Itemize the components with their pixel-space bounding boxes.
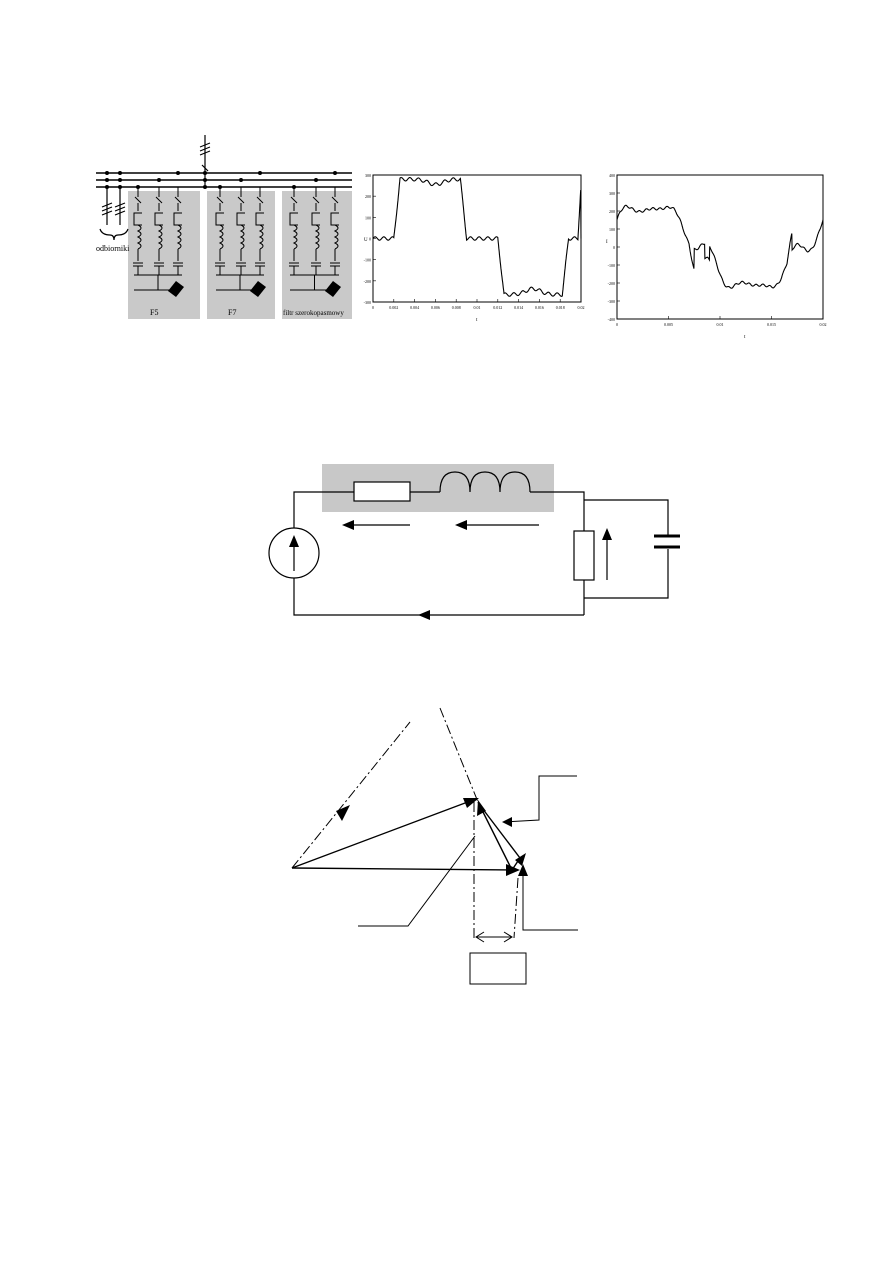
leader-left: [358, 836, 475, 926]
tick-label: 0.02: [577, 305, 585, 310]
circuit-diagram: [260, 455, 680, 630]
tick-label: 0.008: [451, 305, 461, 310]
tick-label: 300: [609, 191, 615, 196]
tick-label: 0.004: [410, 305, 420, 310]
voltage-waveform: [373, 178, 581, 297]
tick-label: 300: [365, 173, 371, 178]
tick-label: 0.014: [514, 305, 524, 310]
tick-label: 0.01: [716, 322, 724, 327]
filter-label-f7: F7: [228, 308, 237, 317]
line-resistor: [354, 482, 410, 501]
tick-label: 0.018: [555, 305, 565, 310]
tick-label: 0: [616, 322, 618, 327]
label-box: [470, 953, 526, 984]
tick-label: -100: [607, 263, 615, 268]
tick-label: 200: [609, 209, 615, 214]
voltage-x-label: t: [476, 318, 478, 323]
current-x-label: t: [744, 335, 746, 340]
phasor-load: [292, 868, 512, 870]
tick-label: -400: [607, 317, 615, 322]
filter-label-f5: F5: [150, 308, 159, 317]
voltage-x-ticks: [372, 299, 585, 310]
voltage-y-label: U: [364, 238, 368, 243]
tick-label: 0.002: [389, 305, 399, 310]
leader-lower: [523, 868, 578, 930]
tick-label: 100: [365, 215, 371, 221]
tick-label: 0: [372, 305, 374, 310]
load-capacitor: [654, 536, 680, 547]
filter-block-f5: [128, 191, 200, 319]
tick-label: 0.02: [819, 322, 827, 327]
voltage-arrows: [352, 525, 607, 580]
tick-label: -100: [363, 257, 371, 263]
leader-upper: [504, 776, 577, 822]
tick-label: 0.015: [767, 322, 776, 327]
tick-label: 0.005: [664, 322, 673, 327]
filter-block-broadband: [282, 191, 352, 319]
projection-line: [440, 708, 478, 802]
tick-label: -200: [607, 281, 615, 286]
phasor-reactive-drop: [479, 804, 520, 858]
tick-label: 100: [609, 227, 615, 232]
current-x-ticks: [616, 316, 827, 327]
tick-label: 0.012: [493, 305, 503, 310]
vertical-drop-right: [514, 878, 518, 938]
filter-label-broadband: filtr szerokopasmowy: [283, 309, 344, 317]
tick-label: -300: [607, 299, 615, 304]
tick-label: 0.006: [430, 305, 440, 310]
current-y-ticks: [608, 173, 620, 322]
tick-label: 0.01: [473, 305, 481, 310]
phasor-diagram: [280, 700, 600, 990]
tick-label: 400: [609, 173, 615, 178]
tick-label: 0: [613, 245, 615, 250]
tick-label: 200: [365, 194, 371, 200]
voltage-plot: [364, 173, 585, 323]
tick-label: -300: [363, 300, 371, 305]
current-waveform: [617, 205, 823, 288]
tick-label: -200: [363, 278, 371, 284]
receivers-label: odbiorniki: [96, 244, 130, 253]
current-y-label: I: [606, 240, 608, 245]
busbars: [96, 173, 352, 187]
tick-label: 0: [369, 236, 371, 242]
tick-label: 0.016: [534, 305, 544, 310]
load-resistor: [574, 531, 594, 580]
current-plot: [606, 173, 827, 340]
filter-schematic: [96, 135, 352, 319]
top-figure: [90, 125, 830, 340]
